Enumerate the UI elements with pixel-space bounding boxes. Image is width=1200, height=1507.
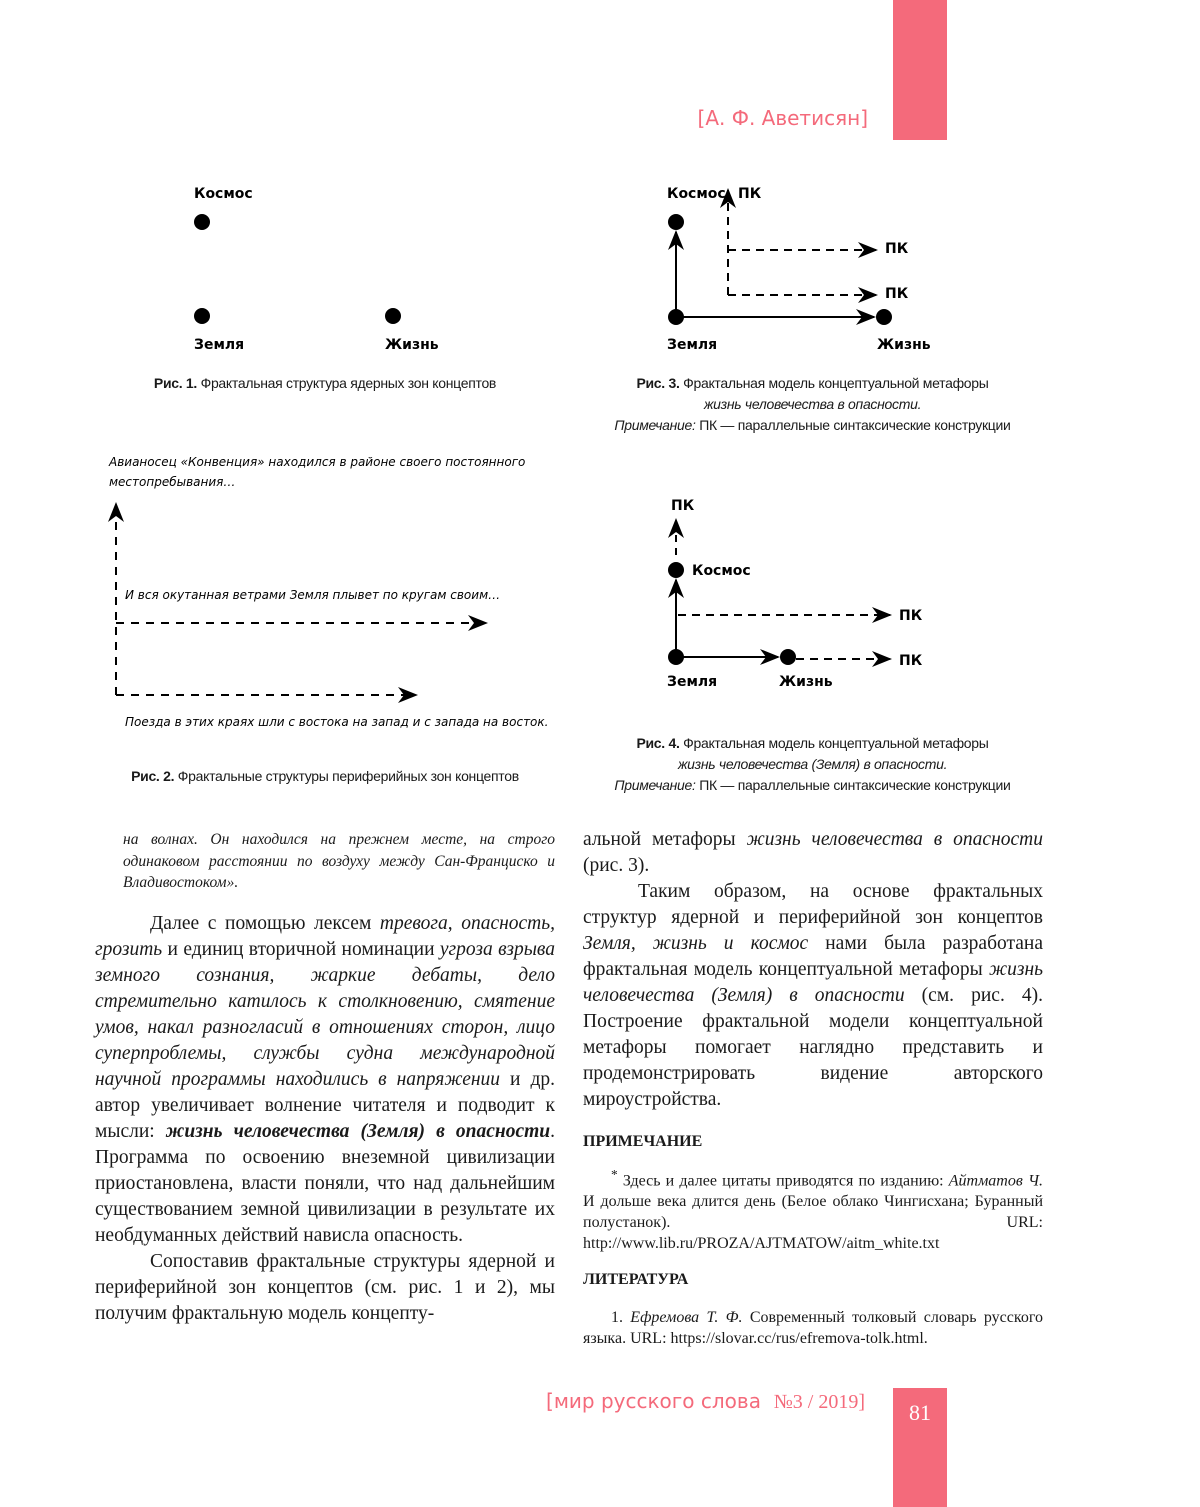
- text-run: жизнь человечества (Земля) в опасности: [165, 1121, 551, 1142]
- caption-note: [600, 415, 1025, 436]
- node-kosmos: [194, 214, 210, 230]
- running-header-author: [А. Ф. Аветисян]: [697, 106, 868, 130]
- text-run: и др. автор увеличивает волнение читателя и подводит к мысли:: [95, 1069, 556, 1142]
- right-column-text: [583, 827, 1043, 1113]
- text-run: . Программа по освоению внеземной цивилизации приостановлена, власти поняли, что над дальнейшим существованием земной цивилизации в результате их необдуманных действий нависла опасность.: [95, 1121, 555, 1246]
- reference-number: 1.: [611, 1309, 631, 1326]
- text-run: Сопоставив фрактальные структуры ядерной и периферийной зон концептов (см. рис. 1 и 2), мы получим фрактальную модель концепту-: [95, 1251, 555, 1324]
- node-zemlya: [668, 649, 684, 665]
- text-run: и единиц вторичной номинации: [162, 939, 440, 960]
- text-run: альной метафоры: [583, 829, 747, 850]
- text-run: (рис. 3).: [583, 855, 650, 876]
- label-zemlya: Земля: [667, 337, 718, 353]
- label-kosmos: Космос: [667, 186, 726, 202]
- figure-3: [667, 186, 931, 353]
- footnote-author: Айтматов Ч.: [948, 1172, 1043, 1190]
- fig2-caption: [110, 766, 540, 787]
- reference-author: Ефремова Т. Ф.: [630, 1309, 743, 1326]
- caption-note: [600, 775, 1025, 796]
- quotation: на волнах. Он находился на прежнем месте, на строго одинаковом расстоянии по воздуху между Сан-Франциско и Владивостоком».: [123, 831, 555, 891]
- node-zhizn: [780, 649, 796, 665]
- node-zhizn: [385, 308, 401, 324]
- label-zemlya: Земля: [194, 337, 245, 353]
- label-pk: ПК: [885, 286, 909, 302]
- paragraph: [95, 1249, 555, 1327]
- figure-4: [667, 498, 923, 690]
- fig2-top-text: Авианосец «Конвенция» находился в районе своего постоянного: [109, 455, 526, 469]
- note-label: Примечание:: [614, 777, 696, 793]
- fig2-bottom-text: Поезда в этих краях шли с востока на запад и с запада на восток.: [125, 715, 549, 729]
- fig3-caption: [600, 373, 1025, 436]
- text-run: жизнь человечества (Земля) в опасности: [583, 959, 1043, 1006]
- fig2-top-text2: местопребывания…: [109, 475, 236, 489]
- node-kosmos: [668, 214, 684, 230]
- footnote-text: И дольше века длится день (Белое облако Чингисхана; Буранный полустанок). URL: http://www.lib.ru/PROZA/AJTMATOW/aitm_white.txt: [583, 1193, 1043, 1253]
- literature-heading: ЛИТЕРАТУРА: [583, 1271, 689, 1288]
- label-zhizn: Жизнь: [779, 674, 833, 690]
- figure-2: [108, 455, 548, 729]
- note-label: Примечание:: [614, 417, 696, 433]
- reference-item: [583, 1307, 1043, 1349]
- fig1-caption: [120, 373, 530, 394]
- figure-1: [194, 186, 439, 353]
- notes-heading: ПРИМЕЧАНИЕ: [583, 1133, 703, 1150]
- node-zemlya: [668, 309, 684, 325]
- text-run: тревога, опасность, грозить: [95, 913, 556, 960]
- caption-text: Фрактальные структуры периферийных зон концептов: [174, 768, 519, 784]
- text-run: угроза взрыва земного сознания, жаркие дебаты, дело стремительно катилось к столкновению, смятение умов, накал разногласий в отношениях сторон, лицо суперпроблемы, службы судна международной научной программы находились в напряжении: [95, 939, 555, 1090]
- text-run: (см. рис. 4). Построение фрактальной модели концептуальной метафоры помогает наглядно представить и продемонстрировать видение авторского мироустройства.: [583, 985, 1043, 1110]
- label-zemlya: Земля: [667, 674, 718, 690]
- caption-text: Фрактальная модель концептуальной метафоры: [679, 375, 989, 391]
- caption-number: Рис. 3.: [636, 375, 680, 391]
- fig2-mid-text: И вся окутанная ветрами Земля плывет по кругам своим…: [125, 588, 501, 602]
- caption-number: Рис. 4.: [636, 735, 680, 751]
- caption-line1: [600, 733, 1025, 754]
- label-zhizn: Жизнь: [385, 337, 439, 353]
- caption-line1: [600, 373, 1025, 394]
- node-kosmos: [668, 562, 684, 578]
- text-run: нами была разработана фрактальная модель концептуальной метафоры: [583, 933, 1043, 980]
- caption-number: Рис. 2.: [131, 768, 175, 784]
- label-zhizn: Жизнь: [877, 337, 931, 353]
- node-zemlya: [194, 308, 210, 324]
- label-pk: ПК: [671, 498, 695, 514]
- footnote-text: Здесь и далее цитаты приводятся по изданию:: [617, 1172, 949, 1190]
- text-run: Далее с помощью лексем: [150, 913, 380, 934]
- paragraph: [583, 827, 1043, 879]
- node-zhizn: [876, 309, 892, 325]
- footnote: [583, 1164, 1043, 1254]
- caption-text: Фрактальная структура ядерных зон концептов: [197, 375, 497, 391]
- text-run: жизнь человечества в опасности: [746, 829, 1043, 850]
- left-column-text: [95, 911, 555, 1327]
- text-run: Таким образом, на основе фрактальных структур ядерной и периферийной зон концептов: [583, 881, 1043, 928]
- caption-number: Рис. 1.: [153, 375, 198, 391]
- label-kosmos: Космос: [194, 186, 253, 202]
- journal-name: [мир русского слова: [546, 1389, 761, 1413]
- page-number: 81: [909, 1400, 931, 1425]
- fig4-caption: [600, 733, 1025, 796]
- reference-text: Современный толковый словарь русского языка. URL: https://slovar.cc/rus/efremova-tolk.html.: [583, 1309, 1044, 1347]
- text-run: Земля, жизнь и космос: [583, 933, 809, 954]
- caption-line2: жизнь человечества (Земля) в опасности.: [677, 756, 948, 772]
- caption-text: Фрактальная модель концептуальной метафоры: [679, 735, 989, 751]
- label-pk: ПК: [899, 653, 923, 669]
- label-kosmos: Космос: [692, 563, 751, 579]
- label-pk: ПК: [899, 608, 923, 624]
- label-pk: ПК: [738, 186, 762, 202]
- running-footer: [546, 1389, 865, 1414]
- label-pk: ПК: [885, 241, 909, 257]
- note-text: ПК — параллельные синтаксические конструкции: [695, 777, 1011, 793]
- footnote-mark: *: [611, 1167, 618, 1182]
- paragraph: [583, 879, 1043, 1113]
- issue-number: №3 / 2019]: [773, 1391, 865, 1413]
- paragraph: [95, 911, 555, 1249]
- caption-line2: жизнь человечества в опасности.: [703, 396, 922, 412]
- note-text: ПК — параллельные синтаксические конструкции: [695, 417, 1011, 433]
